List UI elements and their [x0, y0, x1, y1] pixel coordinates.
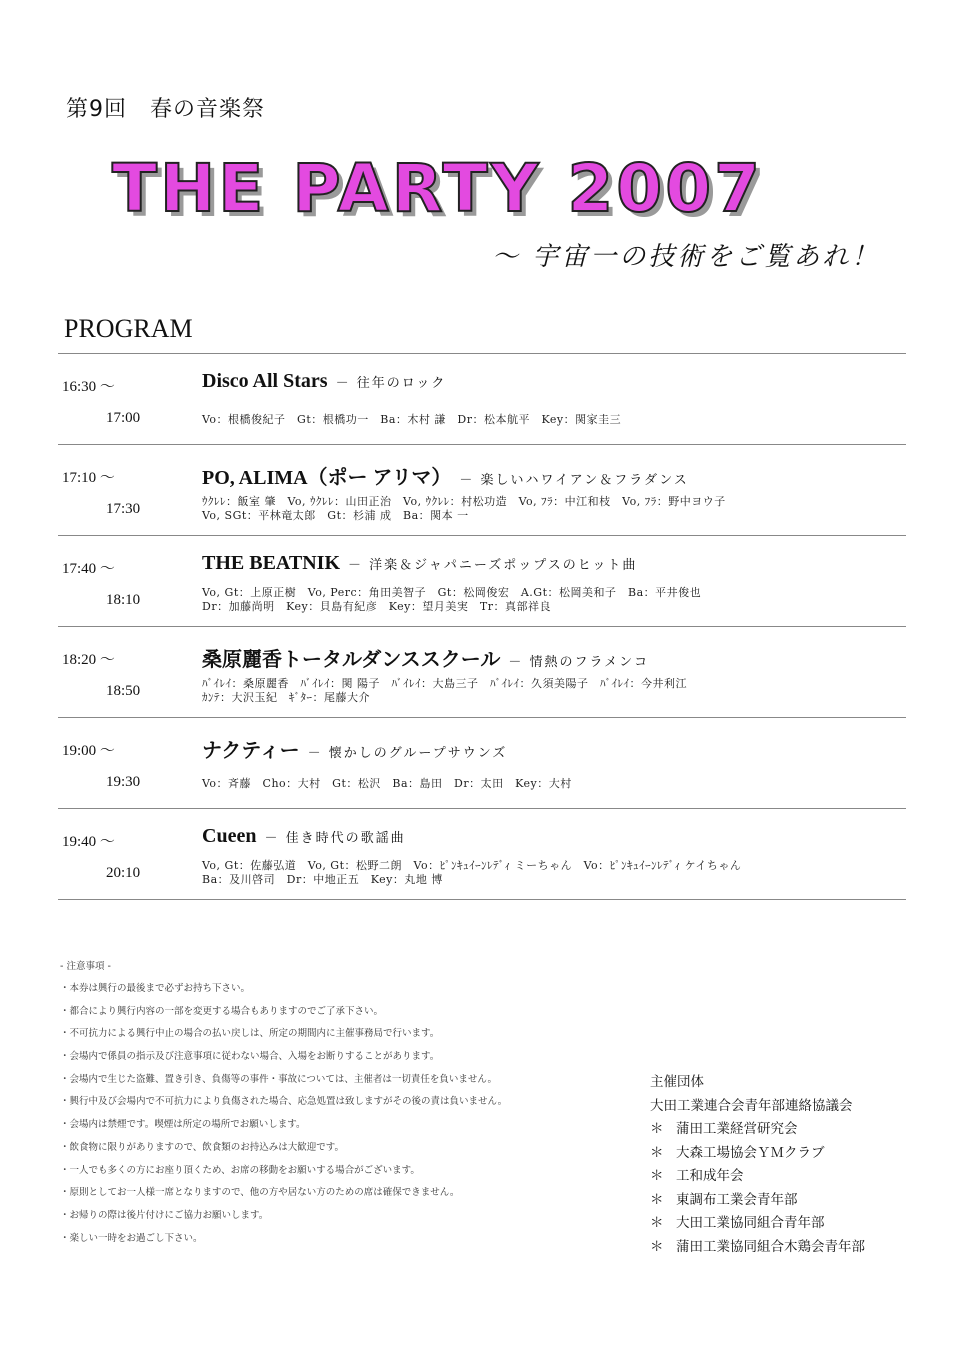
act-members: Vo：根橋俊紀子 Gt：根橋功一 Ba：木村 謙 Dr：松本航平 Key：関家圭三 [202, 413, 622, 426]
asterisk-icon: ＊ [650, 1191, 664, 1208]
asterisk-icon: ＊ [650, 1215, 664, 1231]
organizer-member [650, 1141, 865, 1165]
organizer-main: 大田工業連合会青年部連絡協議会 [650, 1097, 853, 1114]
end-time: 17:00 [106, 410, 141, 426]
act-name: 桑原麗香トータルダンススクール [202, 649, 501, 671]
organizer-name: 大田工業協同組合青年部 [676, 1215, 825, 1231]
end-time: 20:10 [106, 865, 141, 881]
program-row [58, 354, 906, 445]
start-time: 19:40 〜 [62, 834, 115, 850]
note-item: ・都合により興行内容の一部を変更する場合もありますのでご了承下さい。 [60, 1005, 384, 1017]
program-row [58, 809, 906, 900]
organizer-name: 蒲田工業経営研究会 [676, 1121, 798, 1137]
organizer-name: 東調布工業会青年部 [676, 1191, 798, 1208]
end-time: 18:50 [106, 683, 141, 699]
end-time: 17:30 [106, 501, 141, 517]
act-heading [202, 370, 446, 393]
act-name: ナクティー [202, 740, 300, 762]
note-item: ・お帰りの際は後片付けにご協力お願いします。 [60, 1209, 269, 1221]
organizers-heading: 主催団体 [650, 1074, 704, 1090]
program-row [58, 445, 906, 536]
act-members: Dr：加藤尚明 Key：貝島有紀彦 Key：望月美実 Tr：真部祥良 [202, 600, 551, 613]
program-heading: PROGRAM [64, 314, 193, 343]
act-genre: － 情熱のフラメンコ [508, 655, 650, 670]
act-members: Vo, SGt：平林竜太郎 Gt：杉浦 成 Ba：関本 一 [202, 509, 469, 522]
program-row [58, 536, 906, 627]
note-item: ・一人でも多くの方にお座り頂くため、お席の移動をお願いする場合がございます。 [60, 1164, 420, 1176]
subtitle: 〜 宇宙一の技術をご覧あれ！ [492, 242, 881, 272]
start-time: 17:10 〜 [62, 470, 115, 486]
note-item: ・楽しい一時をお過ごし下さい。 [60, 1232, 203, 1244]
note-item: ・原則としてお一人様一席となりますので、他の方や居ない方のための席は確保できません。 [60, 1187, 460, 1199]
act-heading [202, 734, 507, 763]
act-genre: － 楽しいハワイアン＆フラダンス [459, 473, 689, 488]
act-heading [202, 643, 649, 672]
end-time: 18:10 [106, 592, 141, 608]
organizers-section [650, 1070, 865, 1258]
asterisk-icon: ＊ [650, 1121, 664, 1137]
act-genre: － 懐かしのグループサウンズ [307, 746, 508, 761]
act-genre: － 往年のロック [335, 376, 447, 391]
organizer-member [650, 1117, 865, 1141]
organizer-member [650, 1235, 865, 1259]
note-item: ・不可抗力による興行中止の場合の払い戻しは、所定の期間内に主催事務局で行います。 [60, 1028, 440, 1040]
organizer-name: 蒲田工業協同組合木鶏会青年部 [676, 1238, 865, 1255]
program-list [58, 353, 906, 900]
organizer-members [650, 1117, 865, 1258]
act-genre: － 洋楽＆ジャパニーズポップスのヒット曲 [348, 558, 638, 573]
organizer-name: 工和成年会 [676, 1168, 744, 1184]
act-name: Cueen [202, 825, 257, 847]
notes-list [60, 980, 630, 1252]
note-item: ・興行中及び会場内で不可抗力により負傷された場合、応急処置は致しますがその後の責は負いません。 [60, 1096, 508, 1108]
act-genre: － 佳き時代の歌謡曲 [264, 831, 406, 846]
organizer-member [650, 1188, 865, 1212]
organizer-name: 大森工場協会ＹＭクラブ [676, 1144, 825, 1161]
act-heading [202, 461, 689, 490]
start-time: 18:20 〜 [62, 652, 115, 668]
main-title: THE PARTY 2007 [112, 150, 764, 227]
act-heading [202, 552, 637, 575]
start-time: 19:00 〜 [62, 743, 115, 759]
notes-heading: - 注意事項 - [60, 961, 111, 972]
program-row [58, 627, 906, 718]
program-row [58, 718, 906, 809]
note-item: ・会場内で生じた盗難、置き引き、負傷等の事件・事故については、主催者は一切責任を負いません。 [60, 1073, 498, 1085]
organizer-member [650, 1164, 865, 1188]
act-members: ｳｸﾚﾚ：飯室 肇 Vo, ｳｸﾚﾚ：山田正治 Vo, ｳｸﾚﾚ：村松功造 Vo, ﾌﾗ：中江和枝 Vo, ﾌﾗ：野中ヨウ子 [202, 495, 726, 508]
act-members: Ba：及川啓司 Dr：中地正五 Key：丸地 博 [202, 873, 443, 886]
note-item: ・会場内は禁煙です。喫煙は所定の場所でお願いします。 [60, 1119, 306, 1131]
act-members: ﾊﾞｲﾚｲ：桑原麗香 ﾊﾞｲﾚｲ：関 陽子 ﾊﾞｲﾚｲ：大島三子 ﾊﾞｲﾚｲ：久須美陽子 ﾊﾞｲﾚｲ：今井利江 [202, 677, 687, 690]
act-name: Disco All Stars [202, 370, 328, 392]
asterisk-icon: ＊ [650, 1144, 664, 1161]
start-time: 17:40 〜 [62, 561, 115, 577]
act-members: Vo：斉藤 Cho：大村 Gt：松沢 Ba：島田 Dr：太田 Key：大村 [202, 777, 572, 790]
note-item: ・会場内で係員の指示及び注意事項に従わない場合、入場をお断りすることがあります。 [60, 1051, 440, 1063]
asterisk-icon: ＊ [650, 1168, 664, 1184]
start-time: 16:30 〜 [62, 379, 115, 395]
act-members: Vo, Gt：上原正樹 Vo, Perc：角田美智子 Gt：松岡俊宏 A.Gt：松岡美和子 Ba：平井俊也 [202, 586, 702, 599]
notes-section [60, 958, 630, 1252]
act-members: ｶﾝﾃ：大沢玉紀 ｷﾞﾀｰ：尾藤大介 [202, 691, 370, 704]
event-title: 第9回 春の音楽祭 [66, 97, 265, 122]
act-name: PO, ALIMA（ポー アリマ） [202, 467, 452, 489]
organizer-member [650, 1211, 865, 1235]
asterisk-icon: ＊ [650, 1238, 664, 1255]
act-members: Vo, Gt：佐藤弘道 Vo, Gt：松野二朗 Vo：ﾋﾟﾝｷｭｲｰﾝﾚﾃﾞｨ ミーちゃん Vo：ﾋﾟﾝｷｭｲｰﾝﾚﾃﾞｨ ケイちゃん [202, 859, 742, 872]
act-heading [202, 825, 406, 848]
act-name: THE BEATNIK [202, 552, 340, 574]
end-time: 19:30 [106, 774, 141, 790]
note-item: ・飲食物に限りがありますので、飲食類のお持込みは大歓迎です。 [60, 1141, 345, 1153]
note-item: ・本券は興行の最後まで必ずお持ち下さい。 [60, 983, 251, 994]
